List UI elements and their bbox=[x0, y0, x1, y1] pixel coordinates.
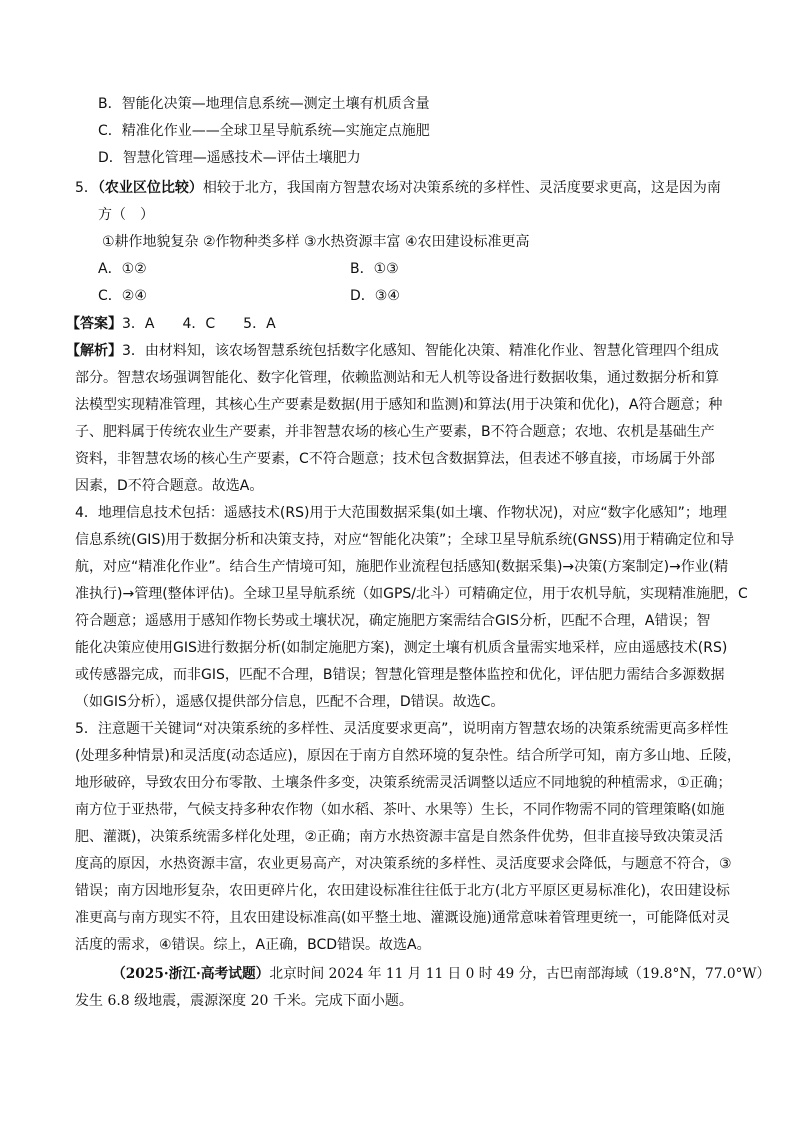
analysis-4-line: 或传感器完成，而非GIS，匹配不合理，B错误；智慧化管理是整体监控和优化，评估肥力需结合多源数据 bbox=[75, 667, 725, 683]
source-tag: （2025·浙江·高考试题） bbox=[112, 966, 270, 982]
analysis-4-line: 信息系统(GIS)用于数据分析和决策支持，对应“智能化决策”；全球卫星导航系统(GNSS)用于精确定位和导 bbox=[75, 532, 735, 548]
next-group-intro-line2: 发生 6.8 级地震，震源深度 20 千米。完成下面小题。 bbox=[75, 993, 413, 1009]
analysis-tag: 【解析】 bbox=[66, 343, 122, 359]
analysis-3-line: 3．由材料知，该农场智慧系统包括数字化感知、智能化决策、精准化作业、智慧化管理四个组成 bbox=[122, 343, 719, 359]
option-d-prev: D．智慧化管理—遥感技术—评估土壤肥力 bbox=[98, 150, 361, 166]
question-stem-line1: 相较于北方，我国南方智慧农场对决策系统的多样性、灵活度要求更高，这是因为南 bbox=[202, 180, 721, 196]
analysis-3-line: 部分。智慧农场强调智能化、数字化管理，依赖监测站和无人机等设备进行数据收集，通过数据分析和算 bbox=[75, 370, 719, 386]
option-c-prev: C．精准化作业——全球卫星导航系统—实施定点施肥 bbox=[98, 123, 430, 139]
analysis-3-line: 子、肥料属于传统农业生产要素，并非智慧农场的核心生产要素，B不符合题意；农地、农机是基础生产 bbox=[75, 424, 715, 440]
analysis-5-line: 5．注意题干关键词“对决策系统的多样性、灵活度要求更高”，说明南方智慧农场的决策系统需更高多样性 bbox=[75, 721, 729, 737]
question-5-stem bbox=[75, 178, 721, 198]
question-stem-line2: 方（ ） bbox=[98, 207, 154, 223]
analysis-4-line: 符合题意；遥感用于感知作物长势或土壤状况，确定施肥方案需结合GIS分析，匹配不合理，A错误；智 bbox=[75, 613, 711, 629]
analysis-4-line: 4．地理信息技术包括：遥感技术(RS)用于大范围数据采集(如土壤、作物状况)，对应“数字化感知”；地理 bbox=[75, 505, 727, 521]
analysis-5-line: 度高的原因，水热资源丰富，农业更易高产，对决策系统的多样性、灵活度要求会降低，与题意不符合，③ bbox=[75, 856, 732, 872]
analysis-3-line: 法模型实现精准管理，其核心生产要素是数据(用于感知和监测)和算法(用于决策和优化)，A符合题意；种 bbox=[75, 397, 723, 413]
intro-text-1: 北京时间 2024 年 11 月 11 日 0 时 49 分，古巴南部海域（19.8°N，77.0°W） bbox=[269, 966, 771, 982]
answer-tag: 【答案】 bbox=[66, 316, 122, 332]
option-b: B．①③ bbox=[350, 261, 399, 277]
analysis-5-line: 准更高与南方现实不符，且农田建设标准高(如平整土地、灌溉设施)通常意味着管理更统一，可能降低对灵 bbox=[75, 910, 730, 926]
option-d: D．③④ bbox=[350, 288, 400, 304]
next-group-intro-line1 bbox=[112, 964, 770, 984]
option-c: C．②④ bbox=[98, 288, 147, 304]
analysis-4-line: （如GIS分析），遥感仅提供部分信息，匹配不合理，D错误。故选C。 bbox=[75, 694, 505, 710]
question-statements: ①耕作地貌复杂 ②作物种类多样 ③水热资源丰富 ④农田建设标准更高 bbox=[102, 234, 530, 250]
answer-text: 3．A 4．C 5．A bbox=[122, 316, 276, 332]
analysis-5-line: 活度的需求，④错误。综上，A正确，BCD错误。故选A。 bbox=[75, 937, 431, 953]
analysis-line-1 bbox=[66, 341, 719, 361]
analysis-5-line: 错误；南方因地形复杂，农田更碎片化，农田建设标准往往低于北方(北方平原区更易标准化)，农田建设标 bbox=[75, 883, 730, 899]
analysis-5-line: (处理多种情景)和灵活度(动态适应)，原因在于南方自然环境的复杂性。结合所学可知，南方多山地、丘陵， bbox=[75, 748, 741, 764]
analysis-5-line: 南方位于亚热带，气候支持多种农作物（如水稻、茶叶、水果等）生长，不同作物需不同的管理策略(如施 bbox=[75, 802, 725, 818]
analysis-3-line: 因素，D不符合题意。故选A。 bbox=[75, 478, 264, 494]
analysis-4-line: 准执行)→管理(整体评估)。全球卫星导航系统（如GPS/北斗）可精确定位，用于农机导航，实现精准施肥，C bbox=[75, 586, 748, 602]
question-tag: （农业区位比较） bbox=[97, 180, 203, 196]
option-b-prev: B．智能化决策—地理信息系统—测定土壤有机质含量 bbox=[98, 96, 430, 112]
analysis-5-line: 地形破碎，导致农田分布零散、土壤条件多变，决策系统需灵活调整以适应不同地貌的种植需求，①正确； bbox=[75, 775, 732, 791]
analysis-4-line: 航，对应“精准化作业”。结合生产情境可知，施肥作业流程包括感知(数据采集)→决策(方案制定)→作业(精 bbox=[75, 559, 729, 575]
analysis-5-line: 肥、灌溉)，决策系统需多样化处理，②正确；南方水热资源丰富是自然条件优势，但非直接导致决策灵活 bbox=[75, 829, 724, 845]
answer-line bbox=[66, 314, 276, 334]
question-number: 5． bbox=[75, 180, 98, 196]
analysis-4-line: 能化决策应使用GIS进行数据分析(如制定施肥方案)，测定土壤有机质含量需实地采样，应由遥感技术(RS) bbox=[75, 640, 728, 656]
option-a: A．①② bbox=[98, 261, 147, 277]
analysis-3-line: 资料，非智慧农场的核心生产要素，C不符合题意；技术包含数据算法，但表述不够直接，市场属于外部 bbox=[75, 451, 715, 467]
